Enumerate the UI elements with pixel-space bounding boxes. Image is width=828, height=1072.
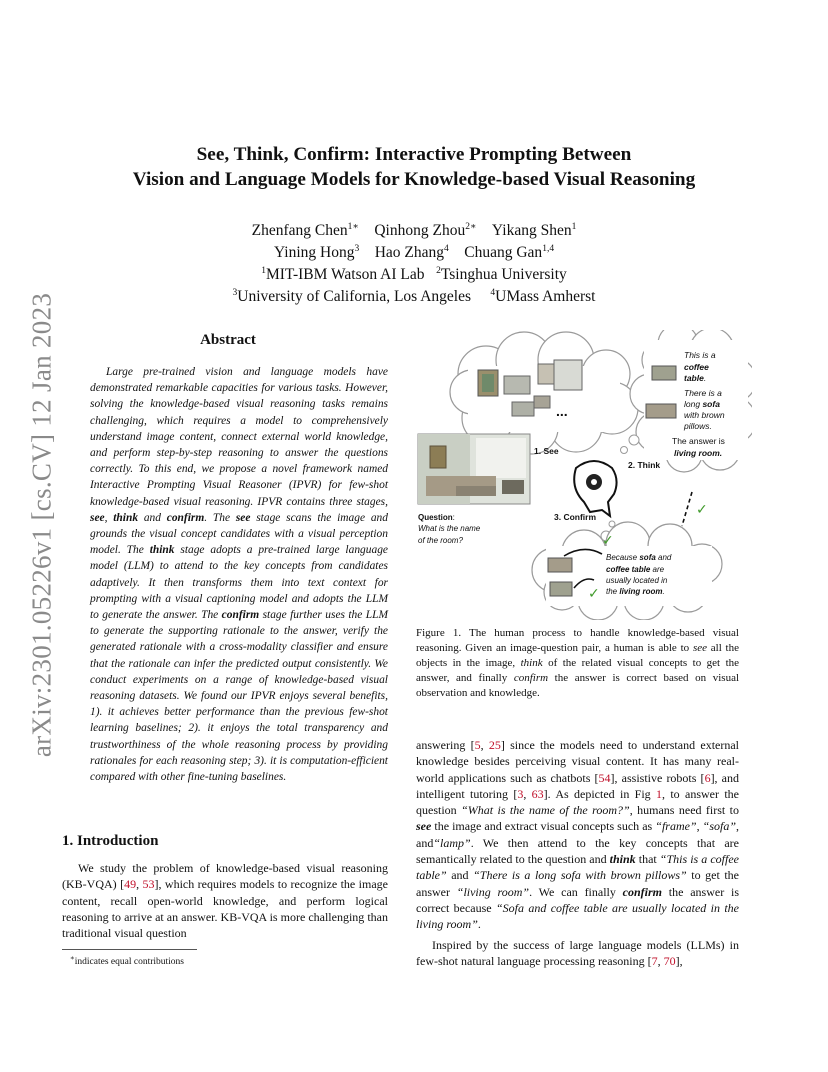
text-run: that	[635, 852, 660, 867]
figure-1	[416, 330, 752, 620]
title-line-2: Vision and Language Models for Knowledge-based Visual Reasoning	[132, 169, 696, 190]
step-confirm-label: 3. Confirm	[554, 512, 597, 522]
abstract-run: Large pre-trained vision and language models have demonstrated remarkable capacities for various tasks. However, solving the knowledge-based visual reasoning tasks remains challenging, which requires a model to comprehensively understand image content, connect external world knowledge, and perform step-by-step reasoning to answer the questions correctly. To this end, we propose a novel framework named Interactive Prompting Visual Reasoner (IPVR) for few-shot knowledge-based visual reasoning. IPVR contains three stages,	[90, 366, 388, 508]
text-run: to get the answer	[416, 868, 740, 899]
quote: “living room”	[456, 884, 530, 899]
author-name: Chuang Gan	[464, 244, 543, 262]
bubble-line: coffee	[684, 362, 709, 372]
citation-link[interactable]: 54	[598, 770, 611, 785]
text-run: ], assistive robots [	[610, 770, 705, 785]
text-run: .	[477, 917, 481, 932]
author-block	[110, 218, 718, 307]
because-line: usually located in	[606, 576, 668, 585]
affiliation-line-1	[110, 262, 718, 284]
step-see-label: 1. See	[534, 446, 559, 456]
footnote	[70, 954, 184, 967]
author-name: Qinhong Zhou	[374, 222, 466, 240]
bubble-line: table	[684, 373, 704, 383]
abstract-em: confirm	[221, 609, 260, 622]
quote: “This is a coffee table”	[416, 852, 739, 883]
object-crop-image	[512, 402, 534, 416]
abstract-run: . The	[204, 511, 236, 524]
text-run: ]. As depicted in Fig	[543, 786, 657, 801]
person-head-icon	[574, 461, 616, 516]
author-sup: 1	[571, 222, 577, 232]
text-run: Inspired by the success of large language models (LLMs) in few-shot natural language processing reasoning [	[416, 937, 739, 968]
cloud-dot	[609, 521, 615, 527]
abstract-run: and	[138, 511, 167, 524]
paper-title	[90, 142, 738, 192]
question-text	[418, 513, 482, 545]
author-line-2	[110, 240, 718, 262]
quote: “There is a long sofa with brown pillows”	[473, 868, 687, 883]
paragraph	[416, 937, 739, 970]
because-line: .	[662, 587, 665, 596]
answer-line: living room.	[674, 448, 723, 458]
affil-sup: 1	[261, 266, 266, 277]
ellipsis-text: ...	[556, 403, 568, 419]
abstract-text	[90, 364, 388, 785]
text-run: ,	[696, 819, 703, 834]
author-sup: 1∗	[347, 222, 359, 232]
quote: “Sofa and coffee table are usually located in the living room”	[416, 900, 740, 932]
text-run: ,	[480, 738, 489, 752]
affil-sup: 4	[490, 288, 496, 299]
abstract-em: see	[235, 511, 251, 524]
author-line-1	[110, 218, 718, 240]
citation-link[interactable]: 25	[488, 738, 501, 752]
step-think-label: 2. Think	[628, 460, 661, 470]
bubble-line: .	[703, 373, 707, 383]
abstract-run: stage adopts a pre-trained large language model (LLM) to attend to the key concepts from candidates adaptively. It then transforms them into text context for prompting with a visual captioning model and adopts the LLM to generate the answer. The	[90, 544, 388, 622]
confirm-arrow	[682, 492, 692, 526]
caption-run: of the related visual concepts to get the answer, and finally	[416, 657, 740, 685]
footnote-mark: ∗	[70, 954, 75, 962]
text-run: We study the problem of knowledge-based visual reasoning (KB-VQA) [	[62, 861, 388, 892]
figure-link[interactable]: 1	[656, 786, 663, 801]
citation-link[interactable]: 70	[663, 953, 676, 968]
check-icon: ✓	[588, 585, 600, 601]
affiliation: Tsinghua University	[440, 266, 567, 284]
text-run: ,	[657, 953, 664, 968]
text-run: the image and extract visual concepts such as	[431, 819, 656, 834]
affil-sup: 3	[232, 288, 238, 299]
check-icon: ✓	[696, 501, 708, 517]
abstract-em: see	[90, 511, 105, 524]
right-column-text	[416, 737, 739, 969]
citation-link[interactable]: 3	[517, 786, 524, 801]
affiliation: MIT-IBM Watson AI Lab	[265, 266, 425, 284]
author-name: Yikang Shen	[491, 222, 572, 240]
cloud-dot	[621, 447, 628, 454]
text-run: ,	[523, 786, 532, 801]
abstract-heading: Abstract	[200, 332, 256, 348]
footnote-rule	[62, 949, 197, 950]
answer-line: The answer is	[672, 436, 725, 446]
citation-link[interactable]: 7	[651, 953, 658, 968]
question-label: Question	[418, 513, 453, 522]
bubble-line: .	[709, 421, 712, 431]
author-name: Zhenfang Chen	[251, 222, 348, 240]
author-sup: 2∗	[465, 222, 477, 232]
abstract-em: think	[113, 511, 139, 524]
frame-crop-detail	[482, 374, 494, 392]
text-run: ] since the models need to understand external knowledge besides perceiving visual content. It has many real-world applications such as chatbots [	[416, 738, 740, 785]
arxiv-stamp	[22, 290, 62, 760]
caption-em: see	[692, 642, 707, 655]
abstract-em: think	[149, 544, 175, 557]
text-run: ],	[675, 953, 683, 968]
caption-run: all the objects in the image,	[416, 642, 739, 670]
because-line: coffee table	[606, 565, 651, 574]
paragraph	[416, 737, 739, 933]
because-line: the	[606, 587, 620, 596]
text-run: ,	[136, 877, 143, 892]
room-image	[418, 434, 530, 504]
quote: “lamp”	[433, 835, 471, 850]
arxiv-stamp-text: arXiv:2301.05226v1 [cs.CV] 12 Jan 2023	[26, 292, 57, 758]
bubble-line: long	[684, 399, 703, 409]
footnote-text: indicates equal contributions	[74, 957, 184, 968]
caption-em: think	[520, 657, 543, 670]
caption-em: confirm	[513, 672, 549, 685]
coffee-table-crop	[550, 582, 572, 596]
bubble-line: pillows	[684, 421, 710, 431]
cloud-dot	[629, 435, 639, 445]
text-run: the answer is correct because	[416, 884, 739, 915]
because-line: are	[650, 565, 665, 574]
citation-link[interactable]: 49	[124, 877, 137, 892]
affiliation: University of California, Los Angeles	[237, 288, 472, 306]
object-crop-image	[534, 396, 550, 408]
question-line: What is the name	[418, 524, 481, 533]
sofa-crop	[548, 558, 572, 572]
text-run: , to answer the question	[416, 786, 739, 818]
question-line: of the room?	[418, 536, 463, 545]
title-line-1: See, Think, Confirm: Interactive Prompting Between	[196, 144, 632, 165]
abstract-run: stage scans the image and grounds the visual concept candidates with a visual perception model. The	[90, 511, 388, 557]
affil-sup: 2	[436, 266, 441, 277]
figure-1-caption	[416, 626, 739, 701]
check-icon: ✓	[602, 532, 614, 548]
figure-1-illustration	[416, 330, 752, 620]
author-sup: 3	[354, 244, 360, 255]
emphasis: think	[609, 852, 636, 867]
question-label: :	[452, 513, 455, 522]
coffee-table-crop	[652, 366, 676, 380]
emphasis: confirm	[622, 884, 663, 899]
text-run: . We can finally	[529, 884, 623, 899]
emphasis: see	[416, 819, 432, 834]
text-run: ], and intelligent tutoring [	[416, 770, 740, 801]
text-run: , and	[416, 819, 740, 850]
sofa-crop	[646, 404, 676, 418]
caption-run: Figure 1. The human process to handle knowledge-based visual reasoning. Given an image-question pair, a human is able to	[416, 627, 739, 655]
author-name: Yining Hong	[273, 244, 355, 262]
because-line: Because	[606, 553, 640, 562]
bubble-line: There is a	[684, 388, 722, 398]
bubble-line: This is a	[684, 350, 716, 360]
caption-run: the answer is correct based on visual observation and knowledge.	[416, 672, 740, 700]
citation-link[interactable]: 5	[474, 738, 481, 752]
because-line: and	[655, 553, 672, 562]
author-name: Hao Zhang	[374, 244, 445, 262]
author-sup: 4	[444, 244, 449, 255]
text-run: . We then attend to the key concepts that are semantically related to the question and	[416, 835, 739, 867]
bubble-line: sofa	[702, 399, 720, 409]
citation-link[interactable]: 63	[531, 786, 544, 801]
quote: “sofa”	[702, 819, 737, 834]
abstract-em: confirm	[166, 511, 205, 524]
lamp-crop-image	[554, 360, 582, 390]
abstract-run: ,	[104, 511, 114, 524]
object-crop-image	[504, 376, 530, 394]
object-crop-image	[538, 364, 556, 384]
author-sup: 1,4	[542, 244, 555, 255]
section-heading: 1. Introduction	[62, 833, 159, 849]
affiliation-line-2	[110, 284, 718, 306]
affiliation: UMass Amherst	[495, 288, 596, 306]
because-line: sofa	[639, 553, 656, 562]
because-line: living room	[619, 587, 663, 596]
intro-text	[62, 860, 388, 941]
citation-link[interactable]: 6	[704, 770, 711, 785]
citation-link[interactable]: 53	[142, 877, 155, 892]
abstract-run: stage further uses the LLM to generate the supporting rationale to the answer, verify the generated rationale with a cross-modality classifier and ensure that the rationale can infer the predicted output consistently. We conduct experiments on a range of knowledge-based visual reasoning datasets. We found our IPVR enjoys several benefits, 1). it achieves better performance than the previous few-shot learning baselines; 2). it enjoys the total transparency and trustworthiness of the whole reasoning process by providing rationales for each reasoning step; 3). it is computation-efficient compared with other fine-tuning baselines.	[90, 609, 388, 784]
bubble-line: with brown	[684, 410, 725, 420]
quote: “What is the name of the room?”	[461, 803, 630, 818]
text-run: ], which requires models to recognize the image content, recall open-world knowledge, and perform logical reasoning to arrive at an answer. KB-VQA is more challenging than traditional visual question	[62, 877, 389, 941]
text-run: answering [	[416, 738, 475, 752]
text-run: and	[446, 868, 474, 883]
text-run: , humans need first to	[629, 803, 740, 818]
quote: “frame”	[655, 819, 697, 834]
